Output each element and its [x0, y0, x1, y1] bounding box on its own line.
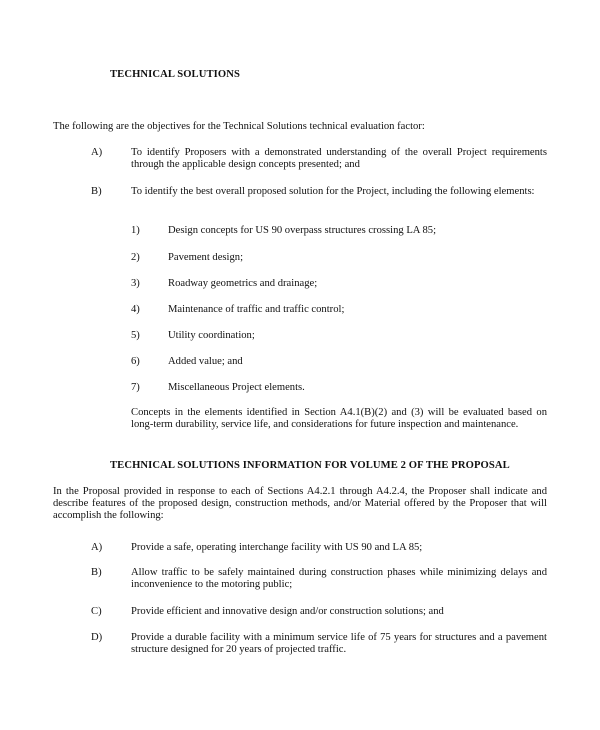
requirement-label: B)	[91, 567, 102, 578]
element-text: Miscellaneous Project elements.	[168, 382, 305, 393]
objective-label: B)	[91, 186, 102, 197]
element-text: Pavement design;	[168, 252, 244, 263]
requirement-text: Provide a safe, operating interchange facility with US 90 and LA 85;	[131, 542, 423, 553]
objective-label: A)	[91, 147, 103, 158]
requirement-label: A)	[91, 542, 103, 553]
element-label: 4)	[131, 304, 140, 315]
element-label: 6)	[131, 356, 140, 367]
objective-text: To identify the best overall proposed solution for the Project, including the following elements:	[131, 186, 535, 197]
intro-paragraph: The following are the objectives for the Technical Solutions technical evaluation factor:	[53, 121, 425, 132]
heading-technical-solutions: TECHNICAL SOLUTIONS	[110, 69, 240, 80]
proposal-intro-paragraph: In the Proposal provided in response to each of Sections A4.2.1 through A4.2.4, the Proposer shall indicate and describe features of the proposed design, construction methods, and/or Material offered by the Proposer that will accomplish the following:	[53, 486, 547, 521]
requirement-label: C)	[91, 606, 102, 617]
element-text: Utility coordination;	[168, 330, 255, 341]
element-label: 2)	[131, 252, 140, 263]
element-text: Design concepts for US 90 overpass structures crossing LA 85;	[168, 225, 437, 236]
requirement-text: Provide a durable facility with a minimum service life of 75 years for structures and a pavement structure designed for 20 years of projected traffic.	[131, 632, 547, 655]
heading-volume-2: TECHNICAL SOLUTIONS INFORMATION FOR VOLUME 2 OF THE PROPOSAL	[110, 460, 510, 471]
requirement-text: Allow traffic to be safely maintained during construction phases while minimizing delays and inconvenience to the motoring public;	[131, 567, 547, 590]
element-label: 7)	[131, 382, 140, 393]
objective-text: To identify Proposers with a demonstrated understanding of the overall Project requirements through the applicable design concepts presented; and	[131, 147, 547, 170]
element-text: Maintenance of traffic and traffic control;	[168, 304, 345, 315]
requirement-label: D)	[91, 632, 103, 643]
element-label: 5)	[131, 330, 140, 341]
concepts-note: Concepts in the elements identified in Section A4.1(B)(2) and (3) will be evaluated based on long-term durability, service life, and considerations for future inspection and maintenance.	[131, 407, 547, 430]
element-label: 1)	[131, 225, 140, 236]
element-text: Added value; and	[168, 356, 243, 367]
element-label: 3)	[131, 278, 140, 289]
requirement-text: Provide efficient and innovative design and/or construction solutions; and	[131, 606, 444, 617]
element-text: Roadway geometrics and drainage;	[168, 278, 318, 289]
